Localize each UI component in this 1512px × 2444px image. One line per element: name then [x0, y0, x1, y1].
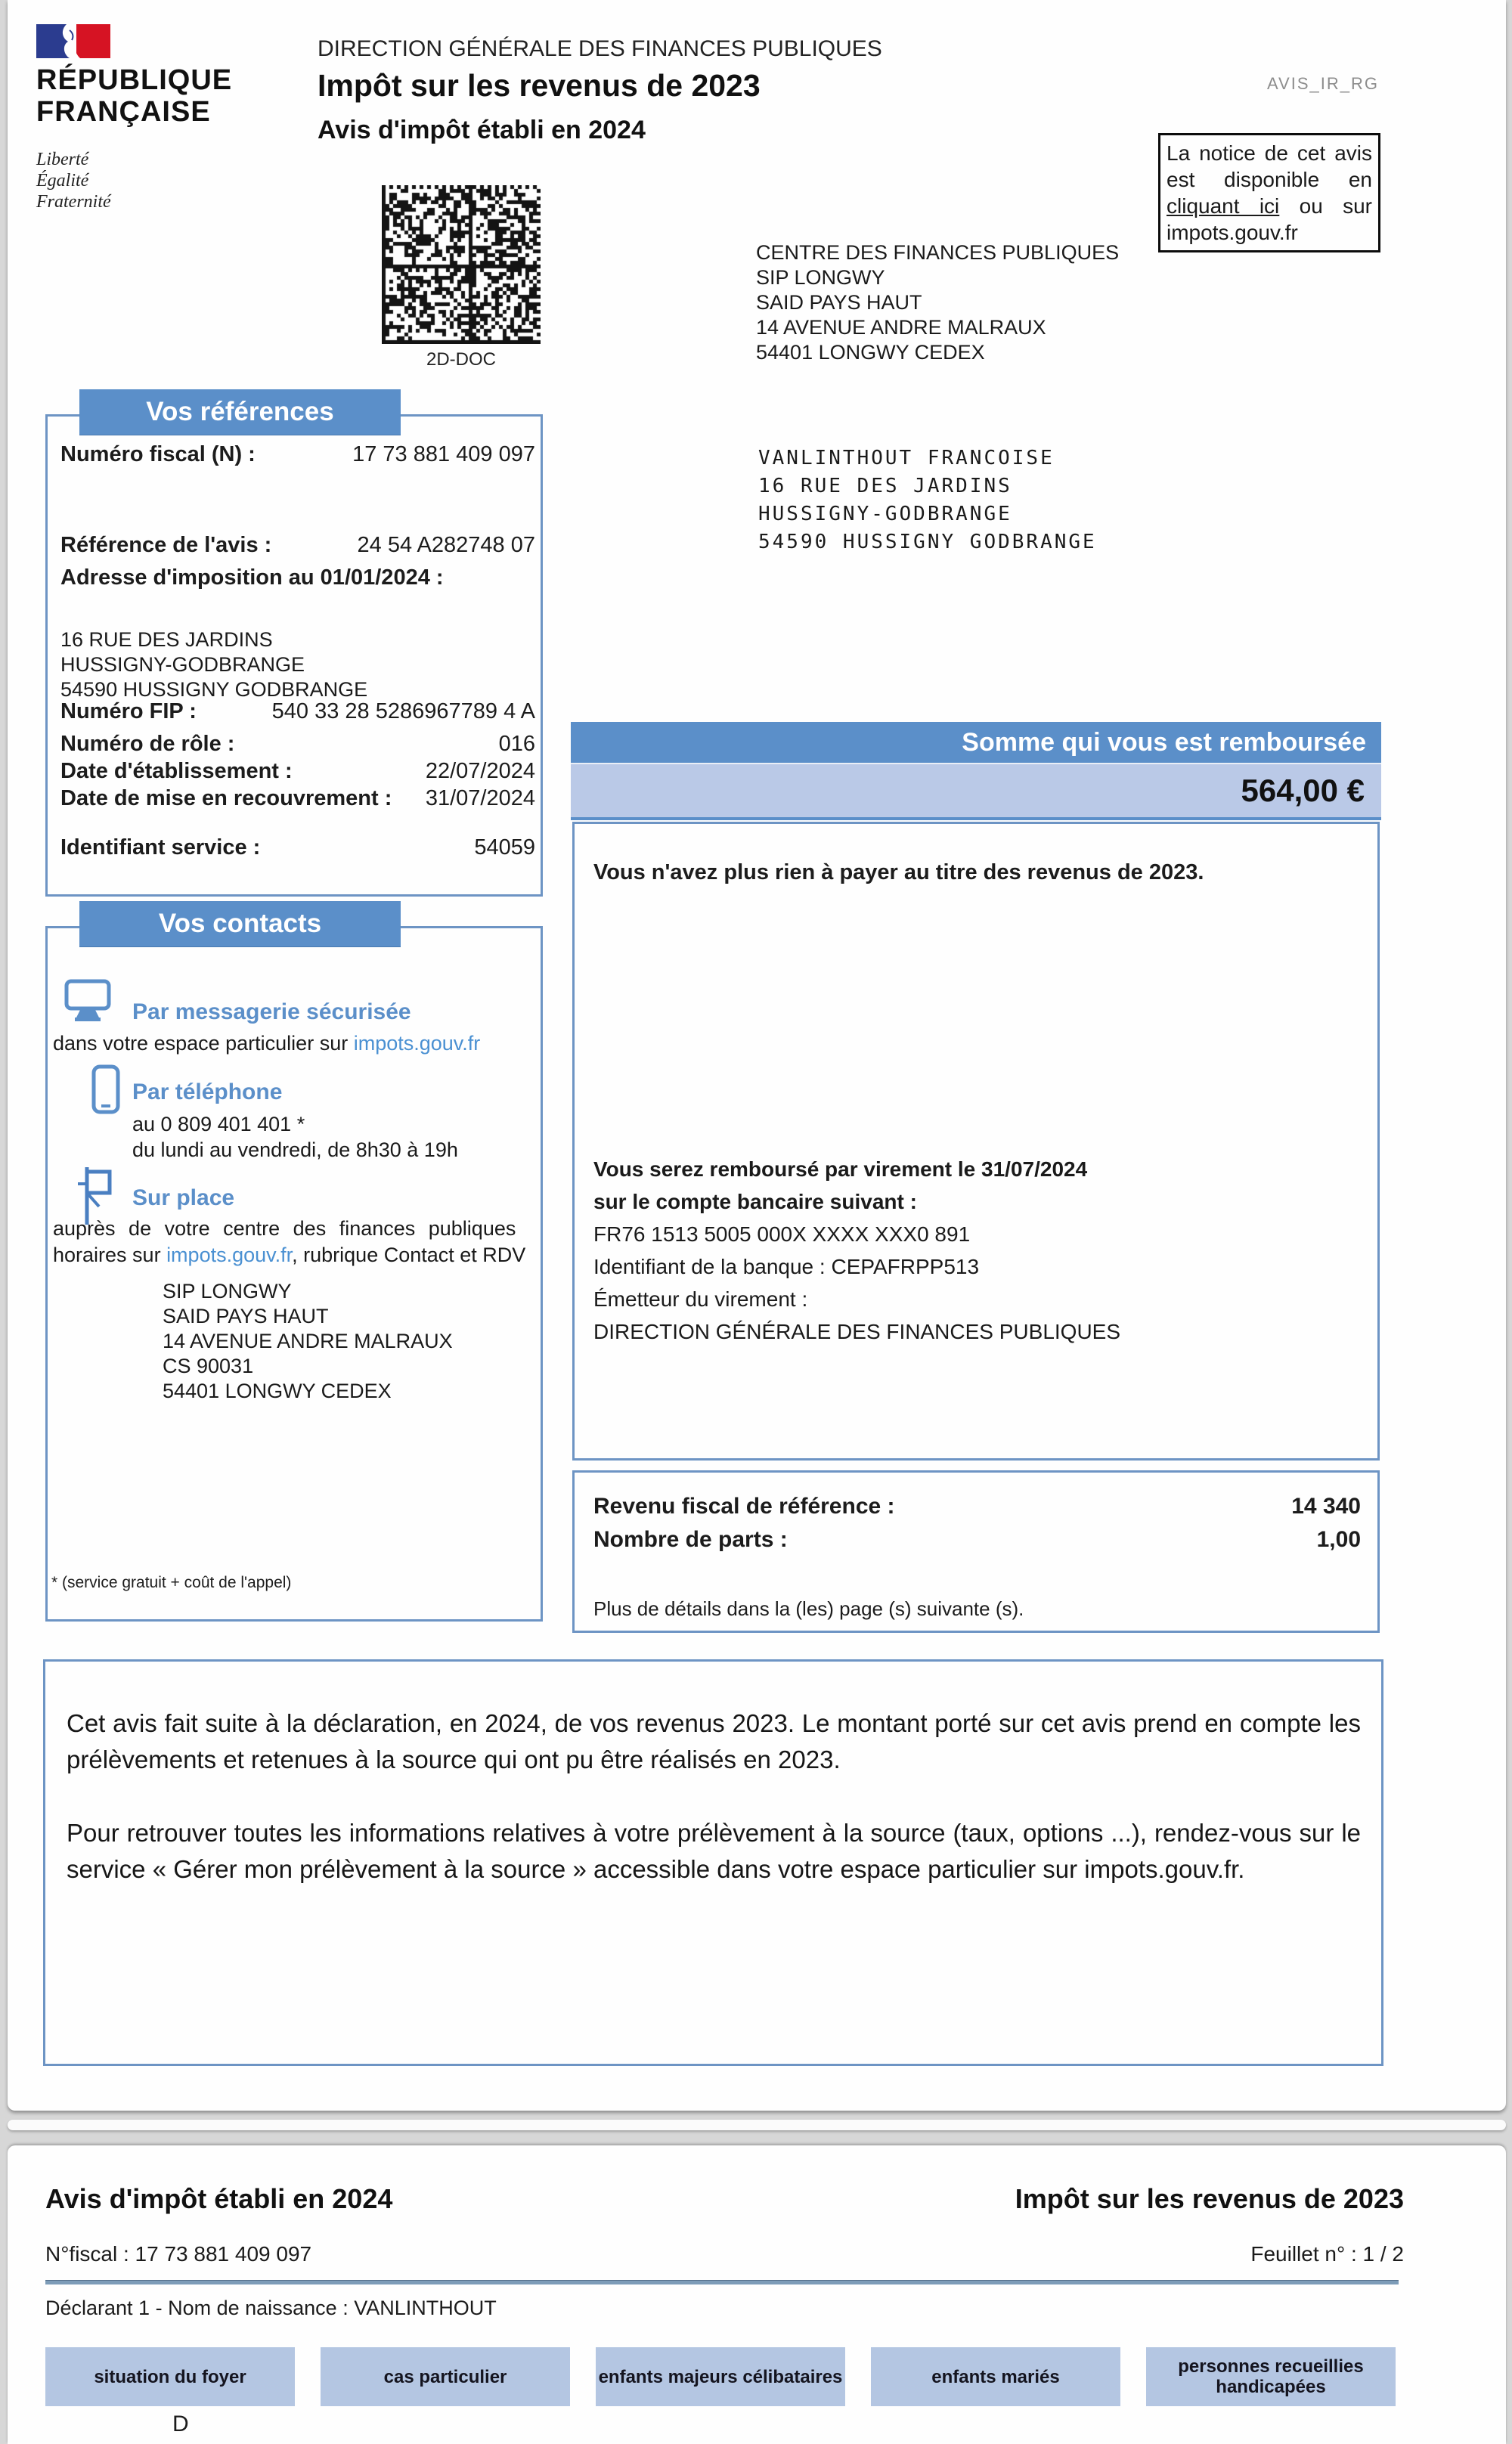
header-avis-etabli: Avis d'impôt établi en 2024: [318, 116, 646, 144]
telephone-icon: [91, 1064, 122, 1116]
impots-gouv-link[interactable]: impots.gouv.fr: [166, 1244, 293, 1266]
messagerie-line: [53, 1032, 480, 1055]
numero-fiscal-label: Numéro fiscal (N) :: [60, 442, 256, 466]
logo-republique-line: RÉPUBLIQUE: [36, 64, 233, 96]
page2-feuillet-number: Feuillet n° : 1 / 2: [1250, 2242, 1404, 2266]
adresse-imposition-label: Adresse d'imposition au 01/01/2024 :: [60, 565, 444, 590]
office-address-line: SIP LONGWY: [756, 266, 885, 289]
recipient-address: [758, 445, 1097, 556]
motto-fraternite: Fraternité: [36, 192, 111, 212]
telephone-number: au 0 809 401 401 *: [132, 1113, 305, 1135]
sip-address-line: 14 AVENUE ANDRE MALRAUX: [163, 1330, 453, 1352]
refund-amount-band: [571, 763, 1381, 820]
messagerie-text: dans votre espace particulier sur: [53, 1032, 354, 1055]
page-title: Impôt sur les revenus de 2023: [318, 68, 761, 103]
call-cost-footnote: * (service gratuit + coût de l'appel): [51, 1574, 292, 1591]
motto-liberte: Liberté: [36, 150, 89, 169]
information-box: [43, 1659, 1383, 2066]
col-header-personnes-recueillies: personnes recueillies handicapées: [1146, 2347, 1396, 2406]
notice-availability-box: [1158, 133, 1380, 252]
numero-fip-row: [60, 699, 535, 724]
iban-value: FR76 1513 5005 000X XXXX XXX0 891: [593, 1222, 971, 1246]
identifiant-service-row: [60, 835, 535, 860]
imposition-address-line: HUSSIGNY-GODBRANGE: [60, 653, 305, 676]
col-header-enfants-majeurs: enfants majeurs célibataires: [596, 2347, 845, 2406]
marianne-flag-icon: [36, 23, 112, 60]
identifiant-service-value: 54059: [474, 835, 535, 860]
references-title: Vos références: [79, 389, 401, 435]
document-header: [318, 36, 1074, 145]
wire-line-2: sur le compte bancaire suivant :: [593, 1190, 917, 1213]
imposition-address-line: 16 RUE DES JARDINS: [60, 628, 273, 651]
notice-text-pre: La notice de cet avis est disponible en: [1167, 141, 1372, 191]
sip-address-line: SIP LONGWY: [163, 1280, 292, 1303]
telephone-hours: du lundi au vendredi, de 8h30 à 19h: [132, 1138, 458, 1161]
date-etablissement-label: Date d'établissement :: [60, 759, 293, 783]
rfr-row: [593, 1494, 1361, 1519]
recipient-line: HUSSIGNY-GODBRANGE: [758, 503, 1012, 525]
header-direction-generale: DIRECTION GÉNÉRALE DES FINANCES PUBLIQUES: [318, 36, 882, 61]
rfr-value: 14 340: [1291, 1494, 1361, 1519]
situation-foyer-value: D: [172, 2411, 189, 2436]
sip-address-line: CS 90031: [163, 1355, 254, 1377]
col-header-enfants-maries: enfants mariés: [871, 2347, 1120, 2406]
barcode-label: 2D-DOC: [426, 349, 496, 370]
numero-fip-label: Numéro FIP :: [60, 699, 197, 723]
recipient-line: VANLINTHOUT FRANCOISE: [758, 447, 1055, 469]
reference-avis-label: Référence de l'avis :: [60, 533, 272, 557]
reference-avis-value: 24 54 A282748 07: [357, 533, 535, 557]
numero-role-row: [60, 732, 535, 757]
recipient-line: 54590 HUSSIGNY GODBRANGE: [758, 531, 1097, 553]
date-etablissement-value: 22/07/2024: [425, 759, 535, 783]
more-details-note: Plus de détails dans la (les) page (s) suivante (s).: [593, 1597, 1024, 1620]
col-header-cas-particulier: cas particulier: [321, 2347, 570, 2406]
numero-fiscal-value: 17 73 881 409 097: [352, 442, 535, 466]
info-paragraph-1: Cet avis fait suite à la déclaration, en 2024, de vos revenus 2023. Le montant porté sur cet avis prend en compte les prélèvements et retenues à la source qui ont pu être réalisés en 2023.: [67, 1709, 1361, 1773]
numero-role-value: 016: [498, 732, 535, 756]
finance-center-address: [756, 240, 1119, 365]
declarant-line: Déclarant 1 - Nom de naissance : VANLINTHOUT: [45, 2297, 497, 2319]
office-address-line: SAID PAYS HAUT: [756, 291, 922, 314]
sip-office-address: [163, 1279, 453, 1404]
tax-notice-page-2: [8, 2145, 1506, 2444]
page-edge: [8, 2120, 1506, 2130]
messagerie-title: Par messagerie sécurisée: [132, 999, 411, 1024]
motto-egalite: Égalité: [36, 171, 89, 191]
nothing-to-pay-text: Vous n'avez plus rien à payer au titre des revenus de 2023.: [593, 860, 1204, 884]
office-address-line: 54401 LONGWY CEDEX: [756, 341, 985, 364]
bank-identifier: Identifiant de la banque : CEPAFRPP513: [593, 1255, 980, 1278]
tax-notice-page-1: [8, 0, 1506, 2111]
reference-avis-row: [60, 533, 535, 558]
refund-banner-title: Somme qui vous est remboursée: [571, 722, 1381, 763]
sur-place-text: , rubrique Contact et RDV: [292, 1244, 526, 1266]
sur-place-line-2: [53, 1244, 525, 1267]
notice-click-here-link[interactable]: cliquant ici: [1167, 194, 1280, 218]
parts-label: Nombre de parts :: [593, 1527, 788, 1552]
household-table-header: [45, 2347, 1396, 2406]
notice-text-post: ou sur impots.gouv.fr: [1167, 194, 1373, 244]
contacts-box: [45, 926, 543, 1622]
numero-fip-value: 540 33 28 5286967789 4 A: [271, 699, 535, 723]
impots-gouv-link[interactable]: impots.gouv.fr: [353, 1032, 481, 1055]
sip-address-line: SAID PAYS HAUT: [163, 1305, 329, 1327]
sur-place-title: Sur place: [132, 1185, 235, 1210]
contacts-title: Vos contacts: [79, 901, 401, 946]
col-header-situation-du-foyer: situation du foyer: [45, 2347, 295, 2406]
secure-messaging-monitor-icon: [64, 979, 113, 1023]
sur-place-text: horaires sur: [53, 1244, 167, 1266]
date-recouvrement-row: [60, 786, 535, 811]
rfr-label: Revenu fiscal de référence :: [593, 1494, 895, 1519]
page2-title-left: Avis d'impôt établi en 2024: [45, 2183, 393, 2214]
telephone-title: Par téléphone: [132, 1080, 283, 1104]
emitter-value: DIRECTION GÉNÉRALE DES FINANCES PUBLIQUES: [593, 1320, 1121, 1343]
identifiant-service-label: Identifiant service :: [60, 835, 261, 860]
sip-address-line: 54401 LONGWY CEDEX: [163, 1380, 392, 1402]
sur-place-line-1: auprès de votre centre des finances publiques: [53, 1217, 516, 1240]
date-recouvrement-value: 31/07/2024: [425, 786, 535, 810]
emitter-label: Émetteur du virement :: [593, 1287, 808, 1311]
separator-rule: [45, 2280, 1399, 2284]
recipient-line: 16 RUE DES JARDINS: [758, 475, 1012, 497]
parts-row: [593, 1527, 1361, 1553]
adresse-imposition-row: [60, 565, 535, 590]
imposition-address-line: 54590 HUSSIGNY GODBRANGE: [60, 678, 368, 701]
refund-details-box: [572, 822, 1380, 1461]
adresse-imposition-value: [60, 627, 367, 702]
republique-francaise-logo: [36, 23, 232, 212]
2d-doc-barcode: [382, 185, 541, 344]
fiscal-summary-box: [572, 1470, 1380, 1633]
office-address-line: CENTRE DES FINANCES PUBLIQUES: [756, 241, 1120, 264]
date-etablissement-row: [60, 759, 535, 784]
office-address-line: 14 AVENUE ANDRE MALRAUX: [756, 316, 1046, 339]
date-recouvrement-label: Date de mise en recouvrement :: [60, 786, 392, 810]
numero-fiscal-row: [60, 442, 535, 467]
wire-transfer-details: [593, 1153, 1357, 1348]
page2-title-right: Impôt sur les revenus de 2023: [1015, 2183, 1404, 2214]
form-code: AVIS_IR_RG: [1267, 74, 1379, 93]
logo-francaise-line: FRANÇAISE: [36, 96, 211, 128]
page2-fiscal-number: N°fiscal : 17 73 881 409 097: [45, 2242, 312, 2266]
info-paragraph-2: Pour retrouver toutes les informations relatives à votre prélèvement à la source (taux, options ...), rendez-vous sur le service « Gérer mon prélèvement à la source » accessible dans votre espace particulier sur impots.gouv.fr.: [67, 1819, 1361, 1883]
numero-role-label: Numéro de rôle :: [60, 732, 235, 756]
parts-value: 1,00: [1316, 1527, 1361, 1552]
wire-line-1: Vous serez remboursé par virement le 31/07/2024: [593, 1157, 1088, 1181]
refund-amount: 564,00 €: [1241, 773, 1365, 808]
